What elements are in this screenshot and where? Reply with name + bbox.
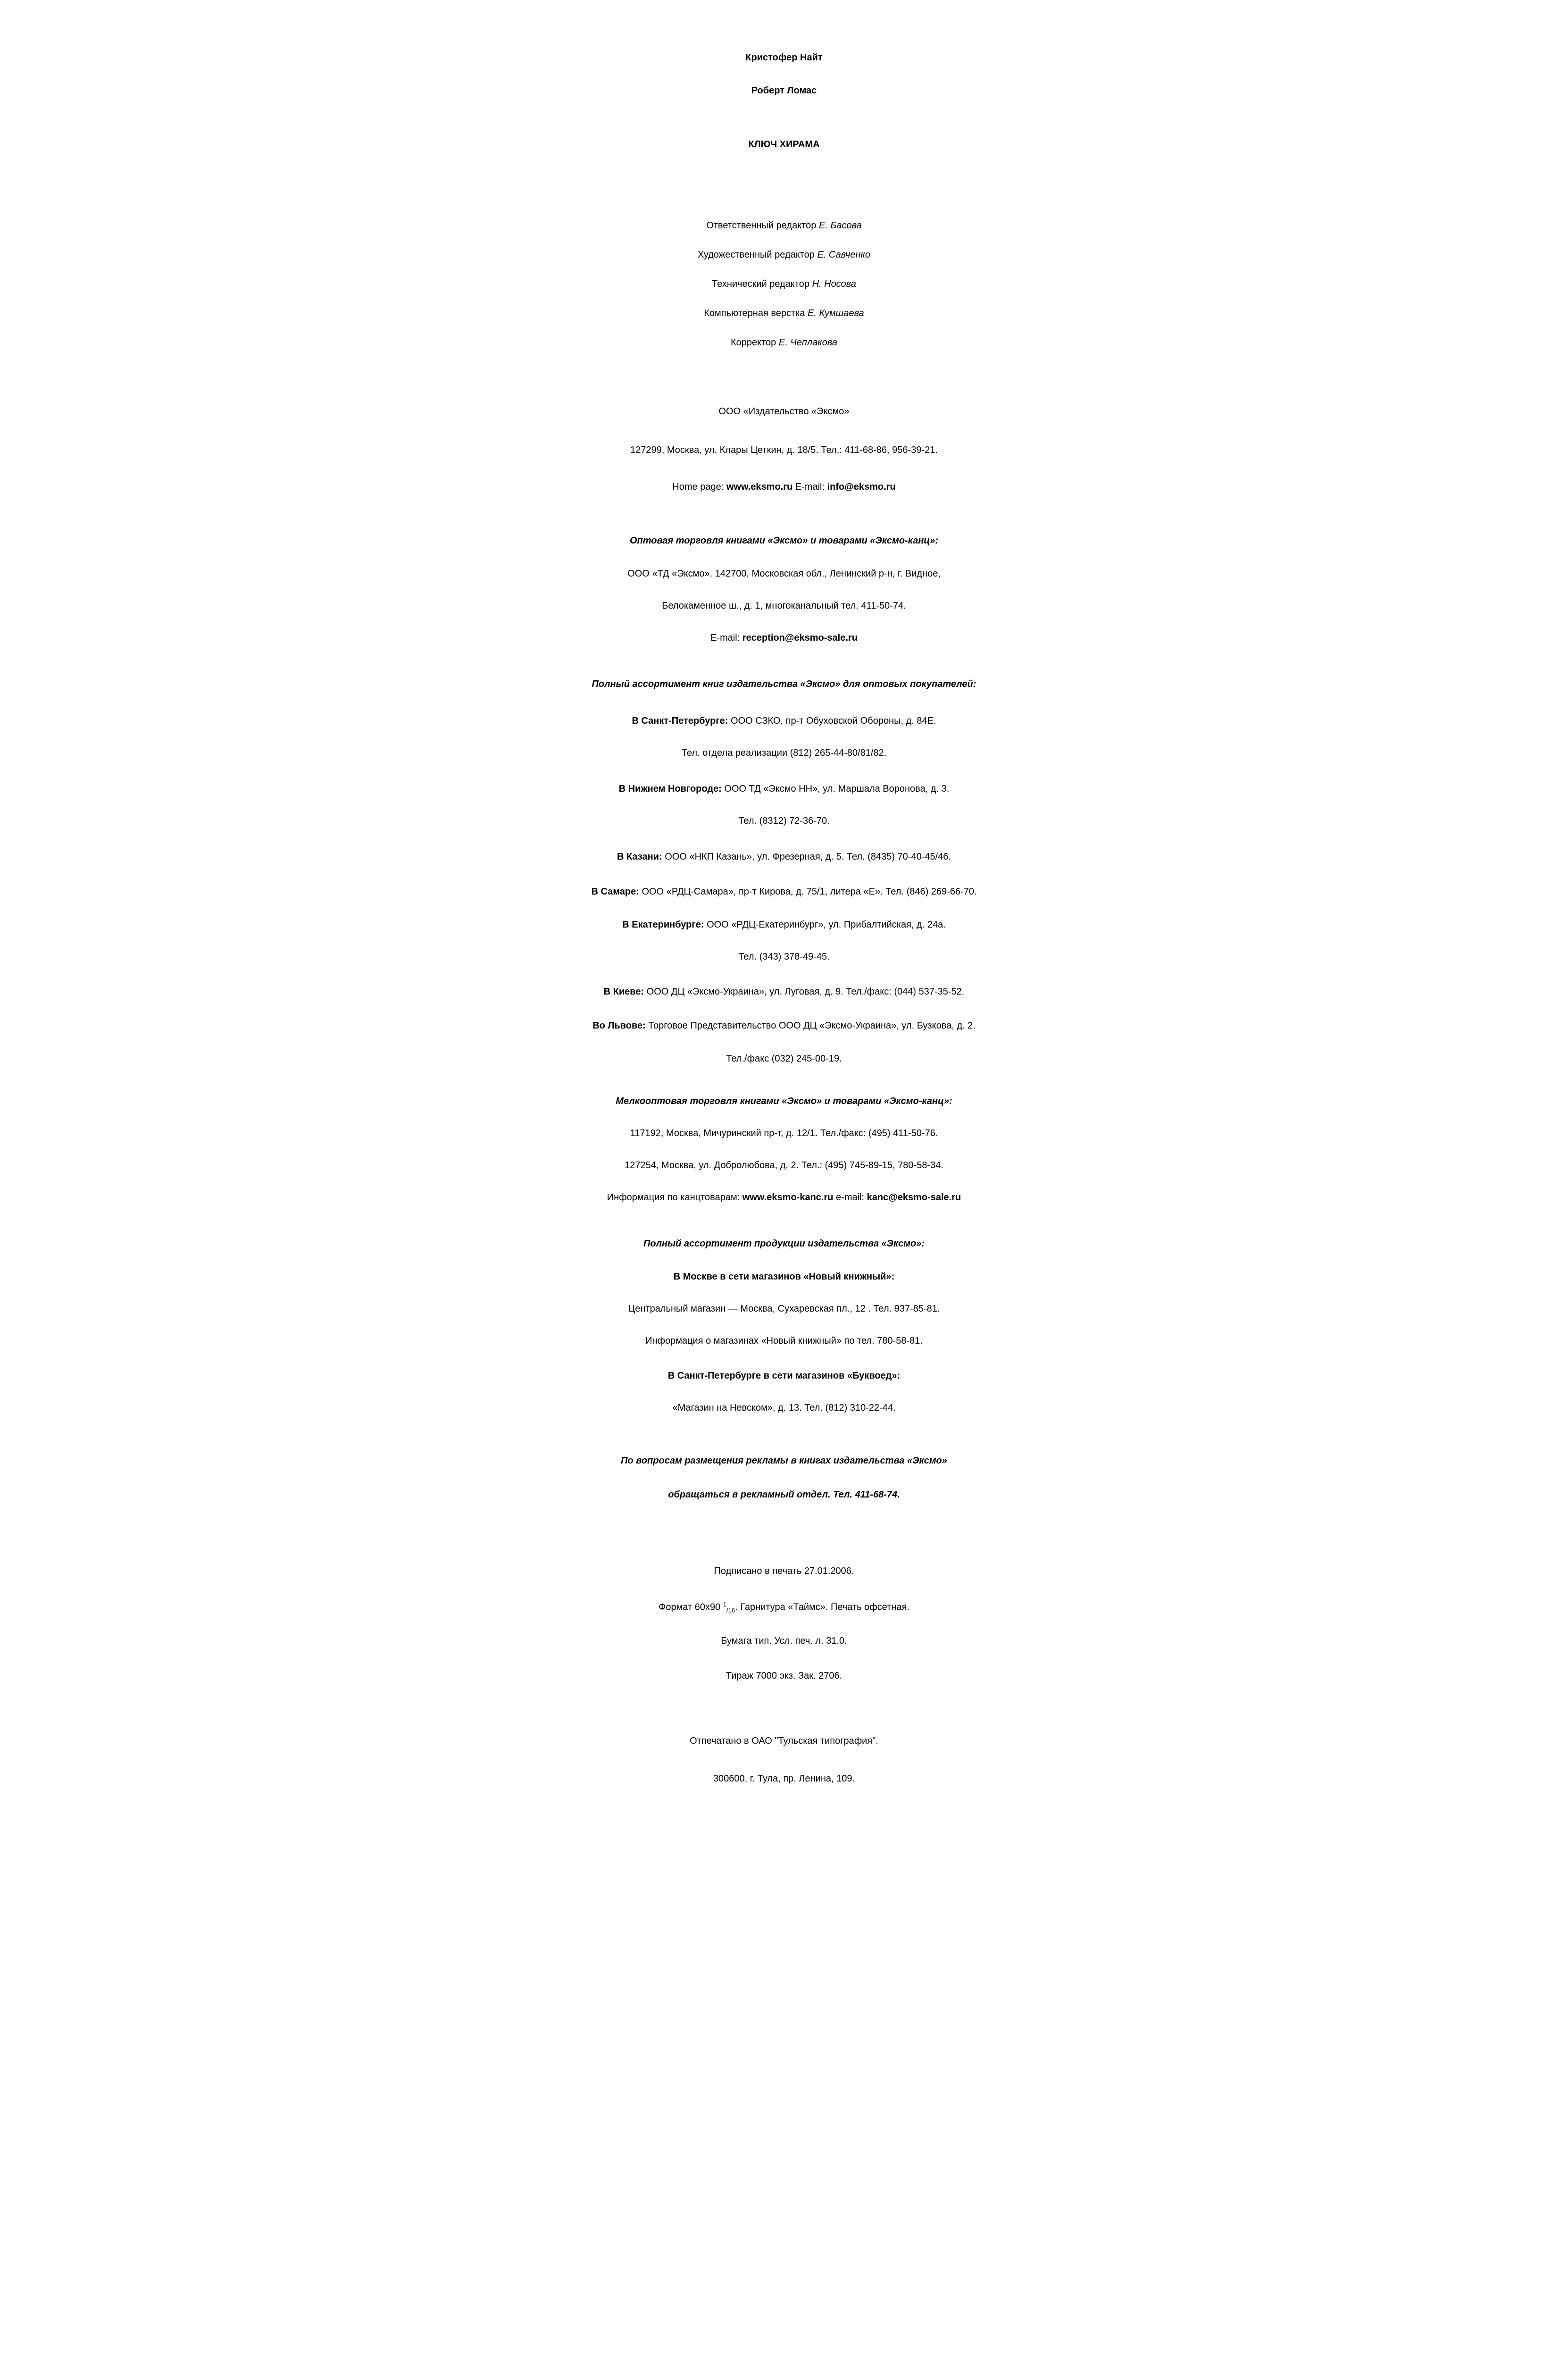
section-heading: Полный ассортимент книг издательства «Эксмо» для оптовых покупателей: xyxy=(592,679,976,689)
wholesale-line: ООО «ТД «Эксмо». 142700, Московская обл., Ленинский р-н, г. Видное, xyxy=(627,569,941,579)
retail-subheading: В Санкт-Петербурге в сети магазинов «Буквоед»: xyxy=(667,1371,901,1381)
retail-line: Информация о магазинах «Новый книжный» по тел. 780-58-81. xyxy=(645,1336,923,1346)
email-link[interactable]: kanc@eksmo-sale.ru xyxy=(867,1192,961,1203)
author-name: Роберт Ломас xyxy=(751,85,817,96)
staff-line: Корректор Е. Чеплакова xyxy=(730,337,837,348)
publisher-contacts: Home page: www.eksmo.ru E-mail: info@eksmo.ru xyxy=(672,482,896,492)
city-line: В Казани: ООО «НКП Казань», ул. Фрезерная, д. 5. Тел. (8435) 70-40-45/46. xyxy=(617,852,951,862)
run-line: Тираж 7000 экз. Зак. 2706. xyxy=(726,1671,842,1681)
book-title: КЛЮЧ ХИРАМА xyxy=(748,139,820,150)
section-heading: Полный ассортимент продукции издательства «Эксмо»: xyxy=(643,1238,925,1249)
signed-date: Подписано в печать 27.01.2006. xyxy=(714,1566,854,1576)
city-line: В Екатеринбурге: ООО «РДЦ-Екатеринбург», ул. Прибалтийская, д. 24а. xyxy=(622,920,946,930)
staff-line: Технический редактор Н. Носова xyxy=(712,279,856,289)
city-line: В Киеве: ООО ДЦ «Эксмо-Украина», ул. Луговая, д. 9. Тел./факс: (044) 537-35-52. xyxy=(603,987,965,997)
city-line: Во Львове: Торговое Представительство ООО ДЦ «Эксмо-Украина», ул. Бузкова, д. 2. xyxy=(592,1021,976,1031)
ads-notice: обращаться в рекламный отдел. Тел. 411-68-74. xyxy=(668,1489,900,1500)
retail-line: «Магазин на Невском», д. 13. Тел. (812) 310-22-44. xyxy=(672,1403,896,1413)
ads-notice: По вопросам размещения рекламы в книгах издательства «Эксмо» xyxy=(621,1456,947,1466)
email-link[interactable]: info@eksmo.ru xyxy=(827,482,896,492)
city-line: Тел. отдела реализации (812) 265-44-80/81/82. xyxy=(681,748,887,758)
staff-line: Ответственный редактор Е. Басова xyxy=(706,220,862,231)
city-line: В Самаре: ООО «РДЦ-Самара», пр-т Кирова, д. 75/1, литера «Е». Тел. (846) 269-66-70. xyxy=(591,887,977,897)
wholesale-email: E-mail: reception@eksmo-sale.ru xyxy=(710,633,858,643)
small-wholesale-line: 117192, Москва, Мичуринский пр-т, д. 12/1. Тел./факс: (495) 411-50-76. xyxy=(630,1128,938,1138)
staff-line: Компьютерная верстка Е. Кумшаева xyxy=(704,308,864,318)
wholesale-line: Белокаменное ш., д. 1, многоканальный тел. 411-50-74. xyxy=(662,601,906,611)
kanc-site-link[interactable]: www.eksmo-kanc.ru xyxy=(742,1192,834,1203)
retail-line: Центральный магазин — Москва, Сухаревская пл., 12 . Тел. 937-85-81. xyxy=(628,1304,940,1314)
paper-line: Бумага тип. Усл. печ. л. 31,0. xyxy=(721,1636,847,1646)
retail-subheading: В Москве в сети магазинов «Новый книжный»: xyxy=(673,1272,895,1282)
homepage-link[interactable]: www.eksmo.ru xyxy=(726,482,793,492)
staff-line: Художественный редактор Е. Савченко xyxy=(697,250,871,260)
small-wholesale-line: Информация по канцтоварам: www.eksmo-kanc.ru e-mail: kanc@eksmo-sale.ru xyxy=(607,1192,961,1203)
publisher-name: ООО «Издательство «Эксмо» xyxy=(718,406,850,417)
email-link[interactable]: reception@eksmo-sale.ru xyxy=(742,633,858,643)
printer-address: 300600, г. Тула, пр. Ленина, 109. xyxy=(713,1773,855,1784)
city-line: В Санкт-Петербурге: ООО СЗКО, пр-т Обуховской Обороны, д. 84Е. xyxy=(632,716,936,726)
city-line: В Нижнем Новгороде: ООО ТД «Эксмо НН», ул. Маршала Воронова, д. 3. xyxy=(618,784,950,794)
city-line: Тел./факс (032) 245-00-19. xyxy=(726,1054,842,1064)
format-line: Формат 60x90 $^1_{/16}$. Гарнитура «Таймс». Печать офсетная. xyxy=(659,1601,909,1614)
section-heading: Оптовая торговля книгами «Эксмо» и товарами «Эксмо-канц»: xyxy=(629,535,939,546)
printer-line: Отпечатано в ОАО "Тульская типография". xyxy=(690,1736,878,1746)
city-line: Тел. (8312) 72-36-70. xyxy=(738,816,830,826)
publisher-address: 127299, Москва, ул. Клары Цеткин, д. 18/5. Тел.: 411-68-86, 956-39-21. xyxy=(630,445,938,455)
section-heading: Мелкооптовая торговля книгами «Эксмо» и товарами «Эксмо-канц»: xyxy=(616,1096,952,1106)
city-line: Тел. (343) 378-49-45. xyxy=(738,952,830,962)
author-name: Кристофер Найт xyxy=(745,52,823,63)
small-wholesale-line: 127254, Москва, ул. Добролюбова, д. 2. Тел.: (495) 745-89-15, 780-58-34. xyxy=(625,1160,943,1171)
